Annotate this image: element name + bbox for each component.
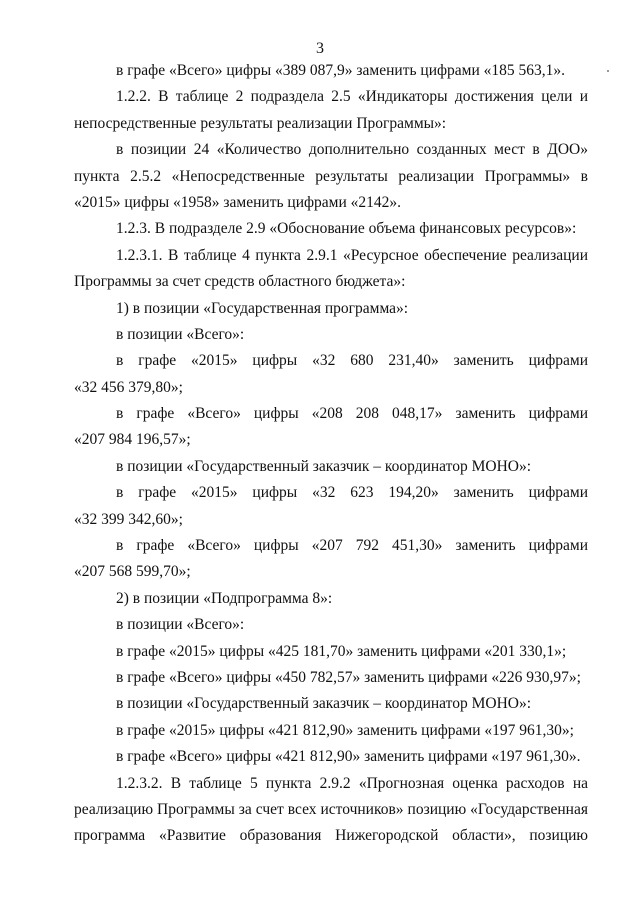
text-line: «207 568 599,70»; — [74, 563, 191, 581]
text-line: в позиции 24 «Количество дополнительно созданных мест в ДОО» — [116, 141, 588, 159]
text-line: пункта 2.5.2 «Непосредственные результаты реализации Программы» в — [74, 167, 588, 185]
text-line: реализацию Программы за счет всех источников» позицию «Государственная — [74, 800, 588, 818]
text-line: Программы за счет средств областного бюджета»: — [74, 273, 406, 291]
text-line: 1.2.3.2. В таблице 5 пункта 2.9.2 «Прогнозная оценка расходов на — [116, 774, 588, 792]
text-line: в графе «2015» цифры «421 812,90» заменить цифрами «197 961,30»; — [116, 721, 574, 739]
text-line: в графе «2015» цифры «425 181,70» заменить цифрами «201 330,1»; — [116, 642, 567, 660]
text-line: 1.2.3.1. В таблице 4 пункта 2.9.1 «Ресурсное обеспечение реализации — [116, 246, 588, 264]
text-line: в позиции «Государственный заказчик – координатор МОНО»: — [116, 457, 532, 475]
scan-speck — [607, 70, 609, 72]
text-line: в графе «2015» цифры «32 680 231,40» заменить цифрами — [116, 352, 588, 370]
text-line: в графе «2015» цифры «32 623 194,20» заменить цифрами — [116, 484, 588, 502]
text-line: «207 984 196,57»; — [74, 431, 191, 449]
text-line: 1.2.3. В подразделе 2.9 «Обоснование объема финансовых ресурсов»: — [116, 220, 577, 238]
text-line: «32 399 342,60»; — [74, 510, 183, 528]
text-line: в графе «Всего» цифры «450 782,57» заменить цифрами «226 930,97»; — [116, 668, 581, 686]
document-body — [74, 58, 588, 850]
text-line: в графе «Всего» цифры «207 792 451,30» заменить цифрами — [116, 537, 588, 555]
text-line: 1) в позиции «Государственная программа»: — [116, 299, 409, 317]
text-line: программа «Развитие образования Нижегородской области», позицию — [74, 827, 588, 845]
text-line: «2015» цифры «1958» заменить цифрами «2142». — [74, 193, 402, 211]
text-line: в позиции «Всего»: — [116, 325, 245, 343]
text-line: 1.2.2. В таблице 2 подраздела 2.5 «Индикаторы достижения цели и — [116, 88, 588, 106]
text-line: в позиции «Государственный заказчик – координатор МОНО»: — [116, 695, 532, 713]
text-line: в графе «Всего» цифры «421 812,90» заменить цифрами «197 961,30». — [116, 748, 581, 766]
text-line: в графе «Всего» цифры «389 087,9» заменить цифрами «185 563,1». — [116, 62, 566, 79]
text-line: непосредственные результаты реализации Программы»: — [74, 114, 447, 132]
text-line: в графе «Всего» цифры «208 208 048,17» заменить цифрами — [116, 405, 588, 423]
page-number: 3 — [316, 40, 324, 57]
text-line: в позиции «Всего»: — [116, 616, 245, 634]
text-line: 2) в позиции «Подпрограмма 8»: — [116, 589, 333, 607]
text-line: «32 456 379,80»; — [74, 378, 183, 396]
